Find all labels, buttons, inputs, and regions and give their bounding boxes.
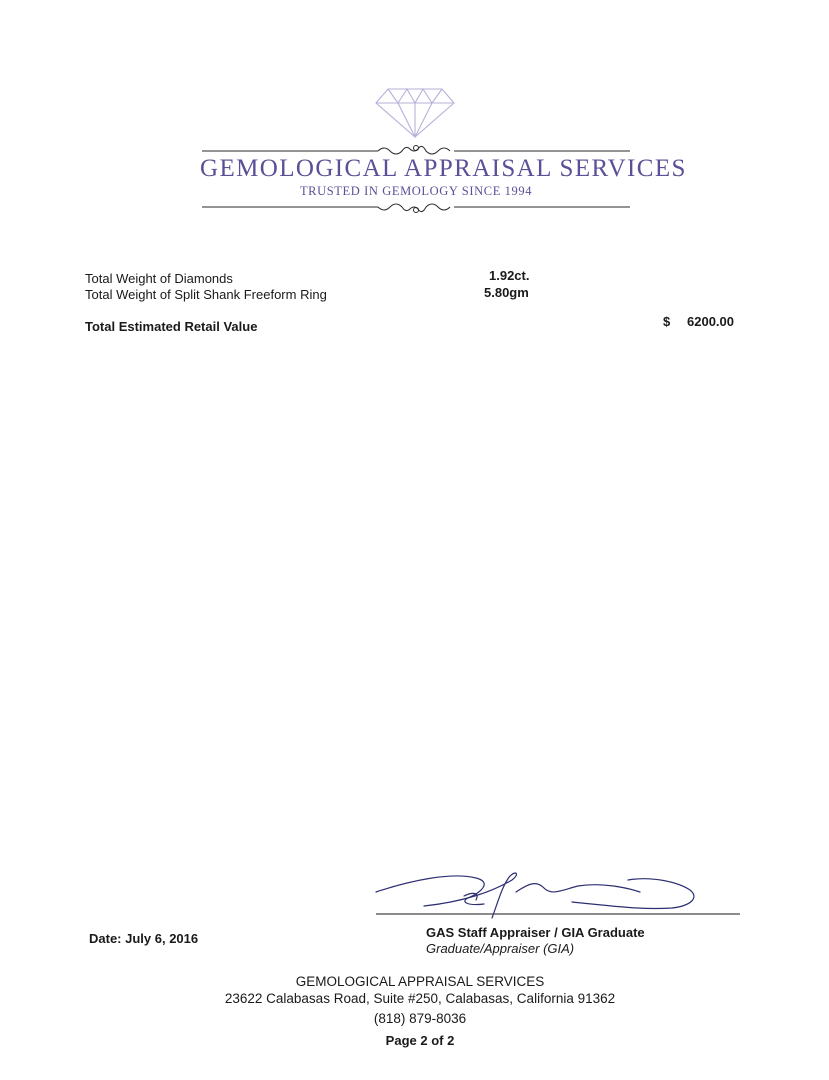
page-number: Page 2 of 2: [385, 1033, 455, 1048]
ring-weight-label: Total Weight of Split Shank Freeform Ring: [85, 287, 327, 302]
footer-address: 23622 Calabasas Road, Suite #250, Calabasas, California 91362: [224, 991, 616, 1006]
ring-weight-value: 5.80gm: [484, 285, 529, 300]
currency-symbol: $: [663, 314, 671, 329]
appraiser-credential: Graduate/Appraiser (GIA): [426, 941, 575, 956]
appraisal-date: Date: July 6, 2016: [89, 931, 199, 946]
appraiser-title: GAS Staff Appraiser / GIA Graduate: [426, 925, 645, 940]
diamond-weight-label: Total Weight of Diamonds: [85, 271, 233, 286]
total-value-amount: 6200.00: [687, 314, 734, 329]
company-logo: [200, 85, 687, 225]
diamond-icon: [374, 87, 456, 139]
brand-tagline: TRUSTED IN GEMOLOGY SINCE 1994: [299, 184, 533, 198]
appraiser-signature: [372, 862, 744, 924]
brand-title: GEMOLOGICAL APPRAISAL SERVICES: [200, 155, 687, 182]
ornament-divider: [200, 201, 632, 215]
diamond-weight-value: 1.92ct.: [489, 268, 530, 283]
footer-phone: (818) 879-8036: [373, 1011, 467, 1026]
footer-company: GEMOLOGICAL APPRAISAL SERVICES: [295, 974, 545, 989]
total-value-label: Total Estimated Retail Value: [85, 319, 258, 334]
